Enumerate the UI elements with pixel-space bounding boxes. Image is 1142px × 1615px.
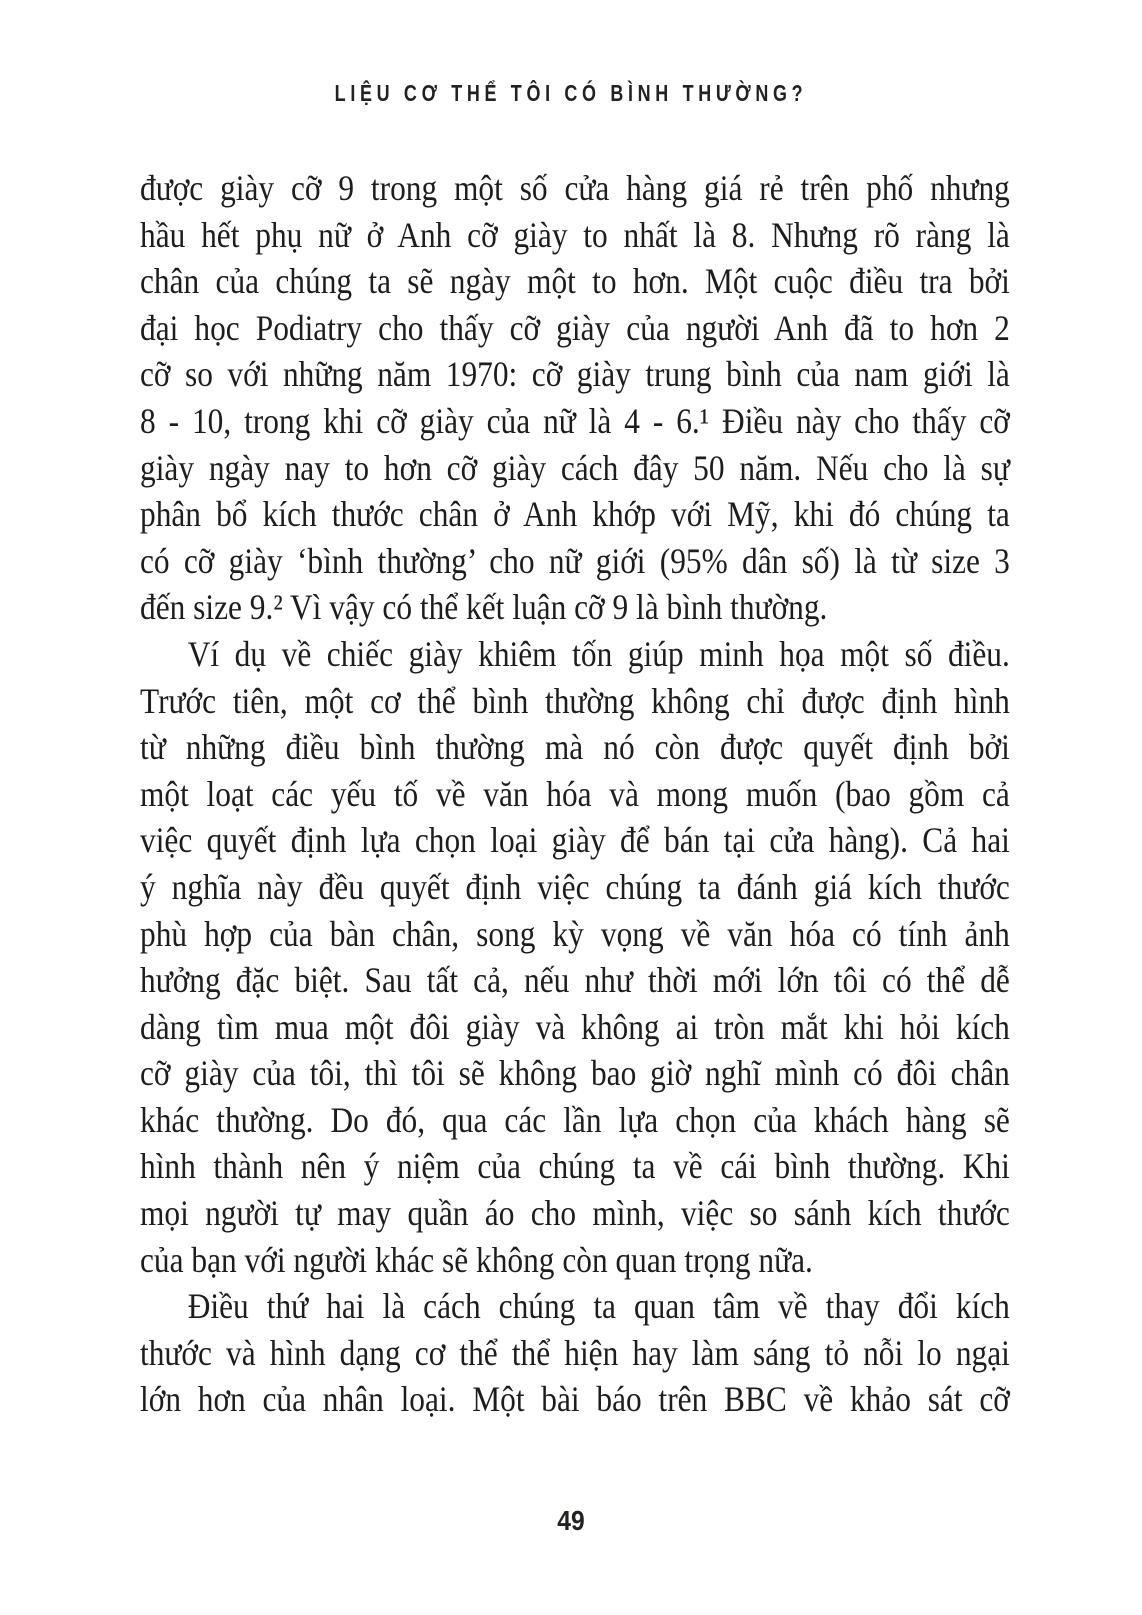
text-line: thước và hình dạng cơ thể thể hiện hay làm sáng tỏ nỗi lo ngại — [140, 1332, 1010, 1373]
text-line: ý nghĩa này đều quyết định việc chúng ta đánh giá kích thước — [140, 866, 1010, 907]
text-line: cỡ so với những năm 1970: cỡ giày trung bình của nam giới là — [140, 354, 1010, 395]
text-line: phân bổ kích thước chân ở Anh khớp với Mỹ, khi đó chúng ta — [140, 494, 1010, 535]
text-line: đến size 9.² Vì vậy có thể kết luận cỡ 9 là bình thường. — [140, 587, 828, 628]
paragraph — [140, 1283, 1010, 1423]
page-body — [140, 165, 1010, 1423]
text-line: hầu hết phụ nữ ở Anh cỡ giày to nhất là 8. Nhưng rõ ràng là — [140, 214, 1010, 255]
text-line: Điều thứ hai là cách chúng ta quan tâm về thay đổi kích — [187, 1286, 1010, 1327]
text-line: 8 - 10, trong khi cỡ giày của nữ là 4 - 6.¹ Điều này cho thấy cỡ — [140, 400, 1010, 441]
text-line: việc quyết định lựa chọn loại giày để bán tại cửa hàng). Cả hai — [140, 820, 1010, 861]
text-line: cỡ giày của tôi, thì tôi sẽ không bao giờ nghĩ mình có đôi chân — [140, 1053, 1010, 1094]
text-line: đại học Podiatry cho thấy cỡ giày của người Anh đã to hơn 2 — [140, 307, 1010, 348]
text-line: dàng tìm mua một đôi giày và không ai tròn mắt khi hỏi kích — [140, 1006, 1010, 1047]
text-line: mọi người tự may quần áo cho mình, việc so sánh kích thước — [140, 1193, 1010, 1234]
text-line: một loạt các yếu tố về văn hóa và mong muốn (bao gồm cả — [140, 773, 1010, 814]
paragraph — [140, 165, 1010, 631]
text-line: từ những điều bình thường mà nó còn được quyết định bởi — [140, 727, 1010, 768]
text-line: Ví dụ về chiếc giày khiêm tốn giúp minh họa một số điều. — [187, 633, 1010, 674]
text-line: Trước tiên, một cơ thể bình thường không chỉ được định hình — [140, 680, 1010, 721]
text-line: chân của chúng ta sẽ ngày một to hơn. Một cuộc điều tra bởi — [140, 261, 1010, 302]
text-line: hưởng đặc biệt. Sau tất cả, nếu như thời mới lớn tôi có thể dễ — [140, 960, 1010, 1001]
page-number: 49 — [557, 1505, 585, 1536]
text-line: lớn hơn của nhân loại. Một bài báo trên BBC về khảo sát cỡ — [140, 1379, 1010, 1420]
paragraph — [140, 631, 1010, 1283]
text-line: có cỡ giày ‘bình thường’ cho nữ giới (95% dân số) là từ size 3 — [140, 540, 1010, 581]
text-line: khác thường. Do đó, qua các lần lựa chọn của khách hàng sẽ — [140, 1099, 1010, 1140]
text-line: hình thành nên ý niệm của chúng ta về cái bình thường. Khi — [140, 1146, 1010, 1187]
running-header: LIỆU CƠ THỂ TÔI CÓ BÌNH THƯỜNG? — [334, 80, 808, 106]
text-line: phù hợp của bàn chân, song kỳ vọng về văn hóa có tính ảnh — [140, 913, 1010, 954]
text-line: của bạn với người khác sẽ không còn quan trọng nữa. — [140, 1239, 813, 1280]
text-line: được giày cỡ 9 trong một số cửa hàng giá rẻ trên phố nhưng — [140, 168, 1010, 208]
text-line: giày ngày nay to hơn cỡ giày cách đây 50 năm. Nếu cho là sự — [140, 447, 1010, 488]
